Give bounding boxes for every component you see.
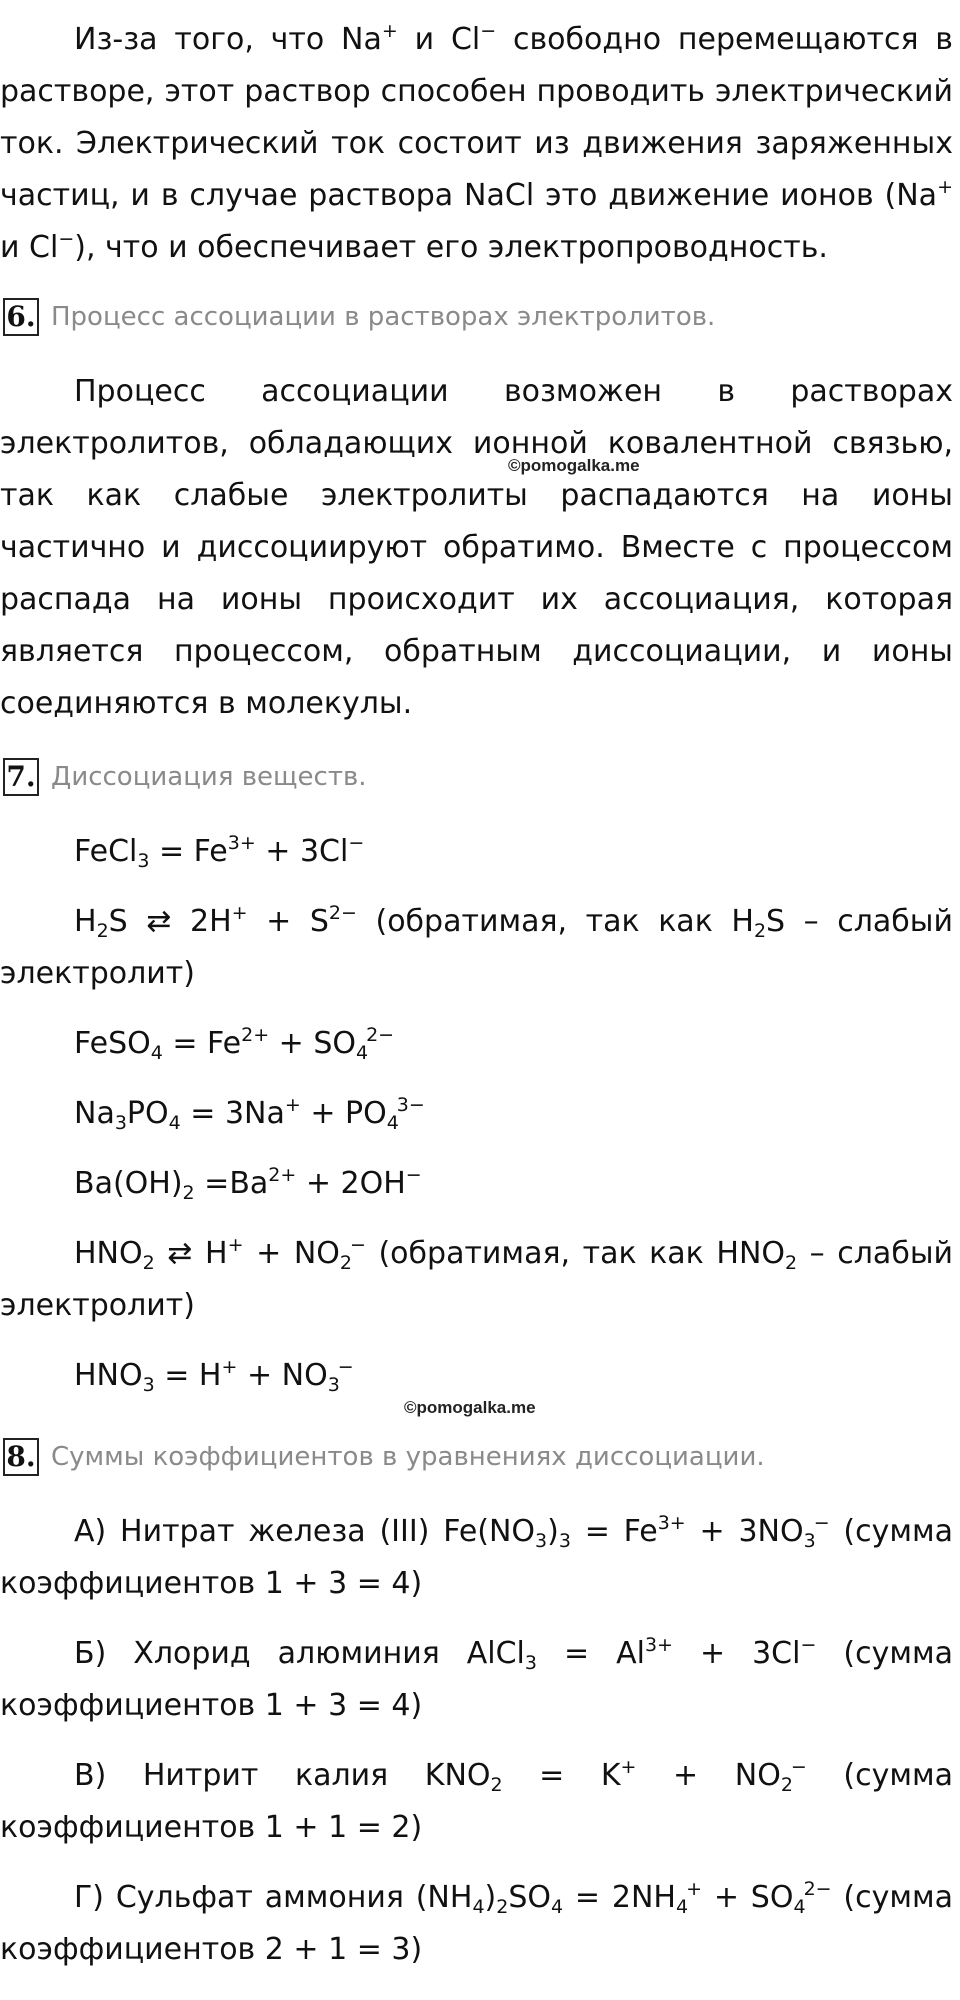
section-6-title: Процесс ассоциации в растворах электролитов. [51,302,716,332]
equation-na3po4: $Na_3PO_4 = 3Na^+ + PO_4^{3-}$ [74,1094,425,1134]
section-7-number: 7. [3,758,39,796]
equation-feso4: FeSO$_4$ = $Fe^{2+} + SO_4^{2-}$ [74,1024,395,1064]
watermark: ©pomogalka.me [404,1398,536,1417]
section-6-body: Процесс ассоциации возможен в растворах электролитов, обладающих ионной ковалентной связью, так как слабые электролиты распадаются на ионы частично и диссоциируют обратимо. Вместе с процессом распада на ионы происходит их ассоциация, которая является процессом, обратным диссоциации, и ионы соединяются в молекулы. [0,374,953,721]
section-6-number: 6. [3,298,39,336]
section-7-title: Диссоциация веществ. [51,762,367,792]
equation-h2s: $H_2S$ ⇄ $2H^+ + S^{2-}$ (обратимая, так как $H_2S$ – слабый электролит) [0,902,953,991]
equation-hno2: $HNO_2$ ⇄ $H^+ + NO_2^-$ (обратимая, так как $HNO_2$ – слабый электролит) [0,1234,953,1323]
answer-c: В) Нитрит калия $KNO_2 = K^+ + NO_2^-$ (сумма коэффициентов 1 + 1 = 2) [0,1756,953,1845]
intro-paragraph: Из-за того, что Na+ и Cl− свободно перемещаются в растворе, этот раствор способен проводить электрический ток. Электрический ток состоит из движения заряженных частиц, и в случае раствора NaCl это движение ионов (Na+ и Cl−), что и обеспечивает его электропроводность. [0,20,953,265]
equation-fecl3: FeCl$_3$ = $Fe^{3+} + 3Cl^-$ [74,832,365,872]
answer-a: А) Нитрат железа (III) $Fe(NO_3)_3 = Fe^{3+} + 3NO_3^-$ (сумма коэффициентов 1 + 3 = 4) [0,1512,953,1601]
section-8-heading [3,1436,765,1478]
section-8-number: 8. [3,1438,39,1476]
equation-baoh2: $Ba(OH)_2 =Ba^{2+} + 2OH^-$ [74,1164,422,1204]
equation-hno3: $HNO_3 = H^+ + NO_3^-$ [74,1356,354,1396]
answer-b: Б) Хлорид алюминия AlCl$_3$ = $Al^{3+} + 3Cl^-$ (сумма коэффициентов 1 + 3 = 4) [0,1634,953,1723]
section-7-heading [3,756,367,798]
section-6-heading [3,296,715,338]
answer-d: Г) Сульфат аммония $(NH_4)_2SO_4 = 2NH_4^+ + SO_4^{2-}$ (сумма коэффициентов 2 + 1 = 3) [0,1878,954,1967]
watermark: ©pomogalka.me [508,456,640,475]
section-8-title: Суммы коэффициентов в уравнениях диссоциации. [51,1442,765,1472]
